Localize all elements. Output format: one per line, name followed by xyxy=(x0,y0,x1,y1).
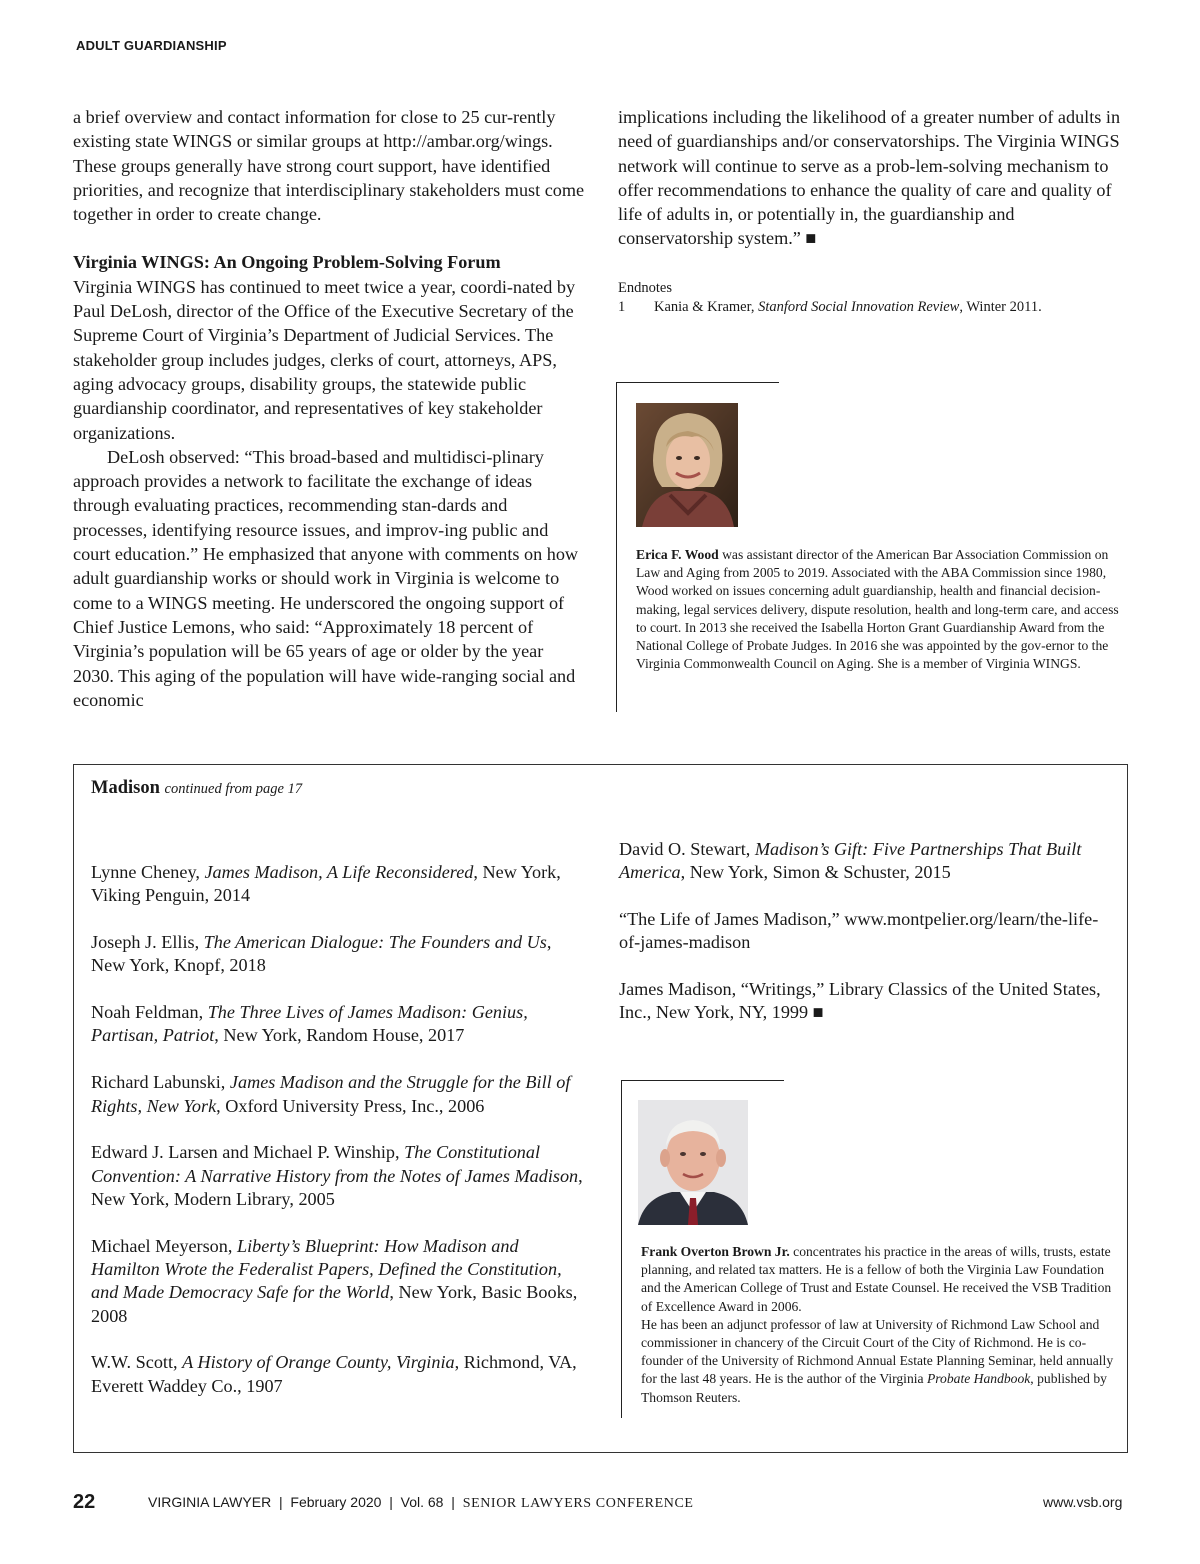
references-left xyxy=(91,861,586,1422)
madison-subtitle: continued from page 17 xyxy=(164,781,303,797)
end-mark: ■ xyxy=(805,228,817,249)
endnotes xyxy=(618,279,1128,317)
reference-item: Joseph J. Ellis, The American Dialogue: The Founders and Us, New York, Knopf, 2018 xyxy=(91,932,552,976)
bio-name: Frank Overton Brown Jr. xyxy=(641,1244,790,1259)
paragraph-2: DeLosh observed: “This broad-based and multidisci-plinary approach provides a network to facilitate the exchange of ideas through evaluating practices, recommending stan-dards and processes, identifying resource issues, and improv-ing public and court education.” He emphasized that anyone with comments on how adult guardianship works or should work in Virginia is welcome to come to a WINGS meeting. He underscored the ongoing support of Chief Justice Lemons, who said: “Approximately 18 percent of Virginia’s population will be 65 years of age or older by the year 2030. This aging of the population will have wide-ranging social and economic xyxy=(73,446,579,710)
continuation-paragraph: implications including the likelihood of a greater number of adults in need of guardianships and/or conservatorships. The Virginia WINGS network will continue to serve as a prob-lem-solving mechanism to offer recommendations to enhance the quality of care and quality of life of adults in, or potentially in, the guardianship and conservatorship system.” ■ xyxy=(618,107,1121,249)
section-heading: Virginia WINGS: An Ongoing Problem-Solving Forum xyxy=(73,252,501,273)
endnote-number: 1 xyxy=(618,299,626,315)
paragraph-1: Virginia WINGS has continued to meet twice a year, coordi-nated by Paul DeLosh, director of the Office of the Executive Secretary of the Supreme Court of Virginia’s Department of Judicial Services. The stakeholder group includes judges, clerks of court, attorneys, APS, aging advocacy groups, disability groups, the statewide public guardianship coordinator, and representatives of key stakeholder organizations. xyxy=(73,276,576,443)
bio-frame-line xyxy=(621,1080,622,1418)
bio-brown: Frank Overton Brown Jr. concentrates his practice in the areas of wills, trusts, estate planning, and related tax matters. He is a fellow of both the Virginia Law Foundation and the American College of Trust and Estate Counsel. He received the VSB Tradition of Excellence Award in 2006. He has been an adjunct professor of law at University of Richmond Law School and commissioner in chancery of the Circuit Court of the City of Richmond. He is co-founder of the University of Richmond Annual Estate Planning Seminar, held annually for the last 48 years. He is the author of the Virginia Probate Handbook, published by Thomson Reuters. xyxy=(641,1244,1114,1405)
author-photo-wood xyxy=(636,403,738,527)
reference-item: David O. Stewart, Madison’s Gift: Five Partnerships That Built America, New York, Simon & Schuster, 2015 xyxy=(619,839,1082,883)
bio-name: Erica F. Wood xyxy=(636,547,719,562)
bio-frame-line xyxy=(616,382,779,383)
end-mark: ■ xyxy=(812,1002,824,1023)
left-column xyxy=(73,105,585,712)
reference-item: Lynne Cheney, James Madison, A Life Reconsidered, New York, Viking Penguin, 2014 xyxy=(91,862,561,906)
reference-item: Noah Feldman, The Three Lives of James Madison: Genius, Partisan, Patriot, New York, Random House, 2017 xyxy=(91,1002,528,1046)
references-right xyxy=(619,838,1114,1048)
footer-publication: VIRGINIA LAWYER | February 2020 | Vol. 68 | SENIOR LAWYERS CONFERENCE xyxy=(148,1494,694,1511)
bio-wood: Erica F. Wood was assistant director of the American Bar Association Commission on Law and Aging from 2005 to 2019. Associated with the ABA Commission since 1980, Wood worked on issues concerning adult guardianship, health and financial decision-making, legal services delivery, dispute resolution, health and long-term care, and access to court. In 2013 she received the Isabella Horton Grant Guardianship Award from the National College of Probate Judges. In 2016 she was appointed by the gov-ernor to the Virginia Commonwealth Council on Aging. She is a member of Virginia WINGS. xyxy=(636,547,1119,672)
footer-website: www.vsb.org xyxy=(1043,1494,1123,1510)
reference-item: “The Life of James Madison,” www.montpelier.org/learn/the-life-of-james-madison xyxy=(619,909,1099,953)
endnote-item: 1 Kania & Kramer, Stanford Social Innovation Review, Winter 2011. xyxy=(618,299,1042,315)
reference-item: Richard Labunski, James Madison and the Struggle for the Bill of Rights, New York, Oxford University Press, Inc., 2006 xyxy=(91,1072,571,1116)
bio-frame-line xyxy=(621,1080,784,1081)
madison-title: Madison continued from page 17 xyxy=(91,778,303,798)
endnotes-label: Endnotes xyxy=(618,280,672,296)
reference-item: James Madison, “Writings,” Library Classics of the United States, Inc., New York, NY, 1999 ■ xyxy=(619,979,1101,1023)
page-number: 22 xyxy=(73,1491,96,1513)
author-photo-brown xyxy=(638,1100,748,1225)
reference-item: W.W. Scott, A History of Orange County, Virginia, Richmond, VA, Everett Waddey Co., 1907 xyxy=(91,1352,577,1396)
reference-item: Michael Meyerson, Liberty’s Blueprint: How Madison and Hamilton Wrote the Federalist Papers, Defined the Constitution, and Made Democracy Safe for the World, New York, Basic Books, 2008 xyxy=(91,1235,578,1326)
intro-paragraph: a brief overview and contact information for close to 25 cur-rently existing state WINGS or similar groups at http://ambar.org/wings. These groups generally have strong court support, have identified priorities, and recognize that interdisciplinary stakeholders must come together in order to create change. xyxy=(73,107,585,225)
reference-item: Edward J. Larsen and Michael P. Winship, The Constitutional Convention: A Narrative History from the Notes of James Madison, New York, Modern Library, 2005 xyxy=(91,1142,583,1209)
right-column xyxy=(618,105,1128,251)
section-header: ADULT GUARDIANSHIP xyxy=(76,38,227,53)
bio-frame-line xyxy=(616,382,617,712)
